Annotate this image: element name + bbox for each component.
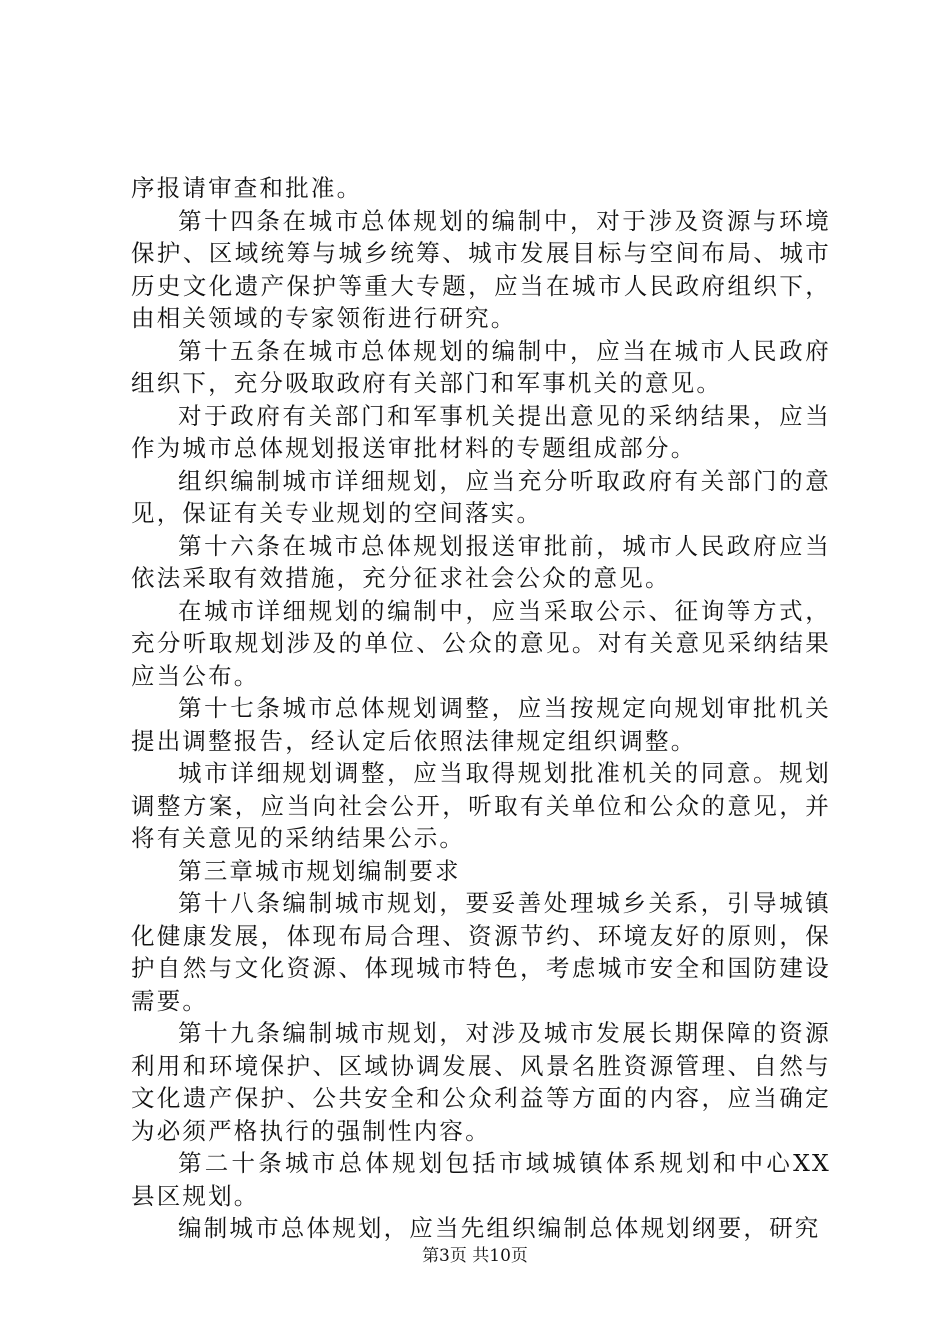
page-footer: 第3页 共10页 [422,1246,528,1266]
paragraph: 组织编制城市详细规划，应当充分听取政府有关部门的意见，保证有关专业规划的空间落实。 [131,466,831,527]
paragraph-article-19: 第十九条编制城市规划，对涉及城市发展长期保障的资源利用和环境保护、区域协调发展、风景名胜资源管理、自然与文化遗产保护、公共安全和公众利益等方面的内容，应当确定为必须严格执行的强制性内容。 [131,1019,831,1145]
paragraph: 城市详细规划调整，应当取得规划批准机关的同意。规划调整方案，应当向社会公开，听取有关单位和公众的意见，并将有关意见的采纳结果公示。 [131,759,831,852]
paragraph-article-16: 第十六条在城市总体规划报送审批前，城市人民政府应当依法采取有效措施，充分征求社会公众的意见。 [131,531,831,592]
paragraph-article-15: 第十五条在城市总体规划的编制中，应当在城市人民政府组织下，充分吸取政府有关部门和军事机关的意见。 [131,336,831,397]
document-body [131,172,831,1245]
paragraph-article-20: 第二十条城市总体规划包括市域城镇体系规划和中心XX县区规划。 [131,1149,831,1210]
paragraph: 编制城市总体规划，应当先组织编制总体规划纲要，研究 [178,1214,821,1242]
paragraph-article-14: 第十四条在城市总体规划的编制中，对于涉及资源与环境保护、区域统筹与城乡统筹、城市发展目标与空间布局、城市历史文化遗产保护等重大专题，应当在城市人民政府组织下，由相关领域的专家领衔进行研究。 [131,206,831,332]
paragraph-continuation: 序报请审查和批准。 [131,174,363,202]
paragraph-article-17: 第十七条城市总体规划调整，应当按规定向规划审批机关提出调整报告，经认定后依照法律规定组织调整。 [131,694,831,755]
chapter-heading: 第三章城市规划编制要求 [178,856,461,885]
paragraph-article-18: 第十八条编制城市规划，要妥善处理城乡关系，引导城镇化健康发展，体现布局合理、资源节约、环境友好的原则，保护自然与文化资源、体现城市特色，考虑城市安全和国防建设需要。 [131,889,831,1015]
paragraph: 对于政府有关部门和军事机关提出意见的采纳结果，应当作为城市总体规划报送审批材料的专题组成部分。 [131,401,831,462]
paragraph: 在城市详细规划的编制中，应当采取公示、征询等方式，充分听取规划涉及的单位、公众的意见。对有关意见采纳结果应当公布。 [131,596,831,690]
